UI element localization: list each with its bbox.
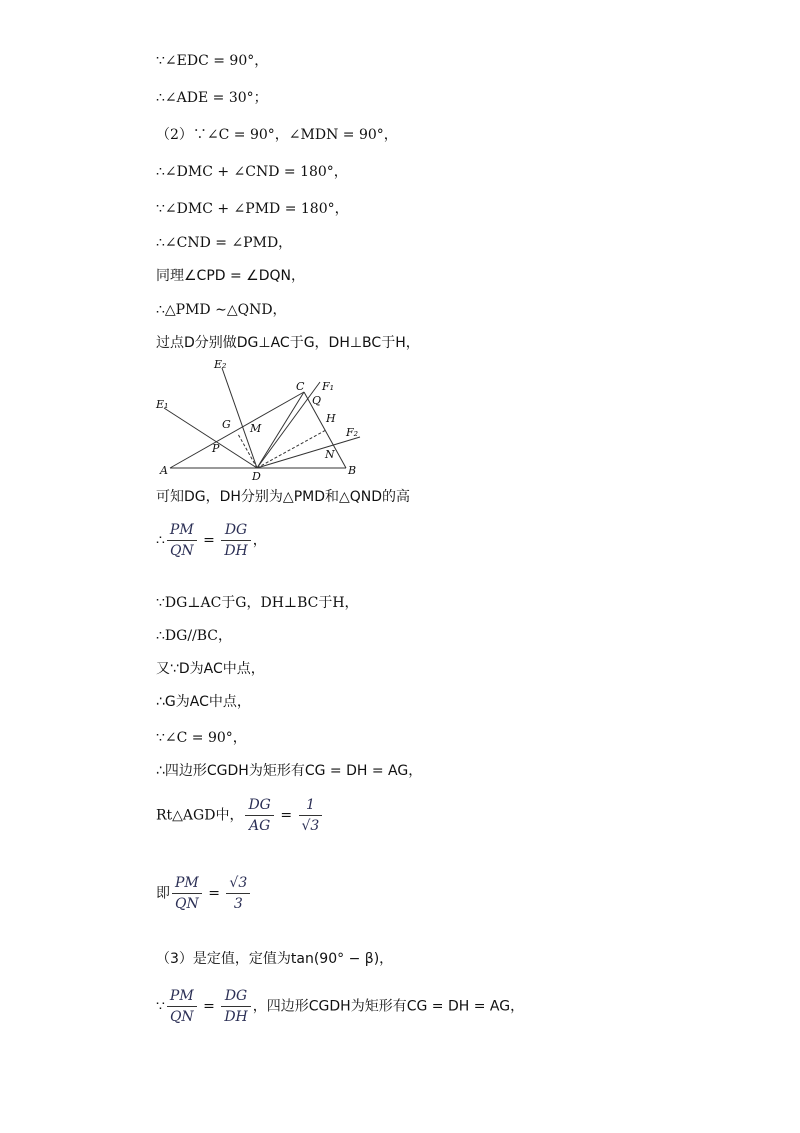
line-12: ∴DG//BC， [156, 628, 233, 644]
frac1-prefix: ∴ [156, 532, 165, 549]
frac2-prefix: Rt△AGD中， [156, 807, 244, 824]
frac2-left-num: DG [245, 795, 273, 816]
frac3-prefix: 即 [156, 885, 170, 902]
label-B: B [348, 464, 357, 477]
fraction-line-2 [156, 795, 324, 836]
segment-DH [257, 430, 326, 468]
frac4-left-den: QN [169, 1009, 194, 1025]
frac1-right-den: DH [224, 543, 248, 559]
line-16: ∴四边形CGDH为矩形有CG = DH = AG， [156, 763, 423, 779]
frac1-left-den: QN [169, 543, 194, 559]
label-Q: Q [312, 394, 322, 407]
frac1-left-num: PM [167, 520, 197, 541]
ray-DE1 [164, 408, 257, 468]
line-2: ∴∠ADE = 30°； [156, 90, 268, 106]
line-9: 过点D分别做DG⊥AC于G，DH⊥BC于H， [156, 335, 420, 351]
label-A: A [160, 464, 168, 477]
segment-DG [238, 434, 257, 468]
line-17: （3）是定值，定值为tan(90° − β)， [156, 951, 394, 967]
ray-DF1 [257, 382, 320, 468]
fraction-line-4 [156, 986, 524, 1027]
line-14: ∴G为AC中点， [156, 694, 251, 710]
line-3: （2）∵∠C = 90°，∠MDN = 90°， [156, 127, 398, 143]
segment-DC [257, 392, 304, 468]
line-13: 又∵D为AC中点， [156, 661, 265, 677]
frac1-right-num: DG [221, 520, 250, 541]
label-D: D [252, 470, 261, 483]
label-H: H [326, 412, 336, 425]
line-1: ∵∠EDC = 90°， [156, 53, 269, 69]
label-E1: E₁ [156, 398, 169, 411]
label-M: M [250, 422, 262, 435]
frac3-right-den: 3 [233, 896, 243, 912]
frac1-eq: = [203, 532, 215, 549]
frac3-left [172, 873, 202, 914]
line-7: 同理∠CPD = ∠DQN， [156, 268, 306, 284]
frac4-right-num: DG [221, 986, 250, 1007]
ray-DF2 [257, 437, 360, 468]
frac4-right-den: DH [224, 1009, 248, 1025]
label-E2: E₂ [214, 358, 227, 371]
line-15: ∵∠C = 90°， [156, 730, 247, 746]
frac4-left-num: PM [167, 986, 197, 1007]
frac4-right [221, 986, 250, 1027]
frac3-right-num: √3 [226, 873, 250, 894]
frac2-right-den: √3 [301, 818, 320, 834]
label-P: P [212, 442, 220, 455]
label-C: C [296, 380, 305, 393]
fraction-line-1 [156, 520, 267, 561]
line-4: ∴∠DMC + ∠CND = 180°， [156, 164, 348, 180]
frac2-left [245, 795, 273, 836]
frac2-right [299, 795, 323, 836]
label-F1: F₁ [322, 380, 335, 393]
geometry-figure [150, 354, 370, 484]
frac2-right-num: 1 [299, 795, 323, 816]
line-5: ∵∠DMC + ∠PMD = 180°， [156, 201, 349, 217]
frac1-right [221, 520, 250, 561]
frac3-left-num: PM [172, 873, 202, 894]
frac4-left [167, 986, 197, 1027]
line-6: ∴∠CND = ∠PMD， [156, 235, 293, 251]
frac1-left [167, 520, 197, 561]
line-10: 可知DG，DH分别为△PMD和△QND的高 [156, 489, 411, 505]
frac4-eq: = [203, 998, 215, 1015]
fraction-line-3 [156, 873, 252, 914]
frac4-prefix: ∵ [156, 998, 165, 1015]
frac3-eq: = [208, 885, 220, 902]
line-11: ∵DG⊥AC于G，DH⊥BC于H， [156, 595, 359, 611]
label-G: G [222, 418, 231, 431]
line-8: ∴△PMD ∼△QND， [156, 302, 287, 318]
frac3-right [226, 873, 250, 914]
frac3-left-den: QN [175, 896, 199, 912]
segment-AC [170, 392, 304, 468]
frac4-suffix: ，四边形CGDH为矩形有CG = DH = AG， [252, 998, 525, 1015]
frac1-suffix: ， [252, 532, 267, 549]
frac2-eq: = [280, 807, 293, 824]
label-N: N [325, 448, 335, 461]
frac2-left-den: AG [249, 818, 271, 834]
label-F2: F₂ [346, 426, 359, 439]
